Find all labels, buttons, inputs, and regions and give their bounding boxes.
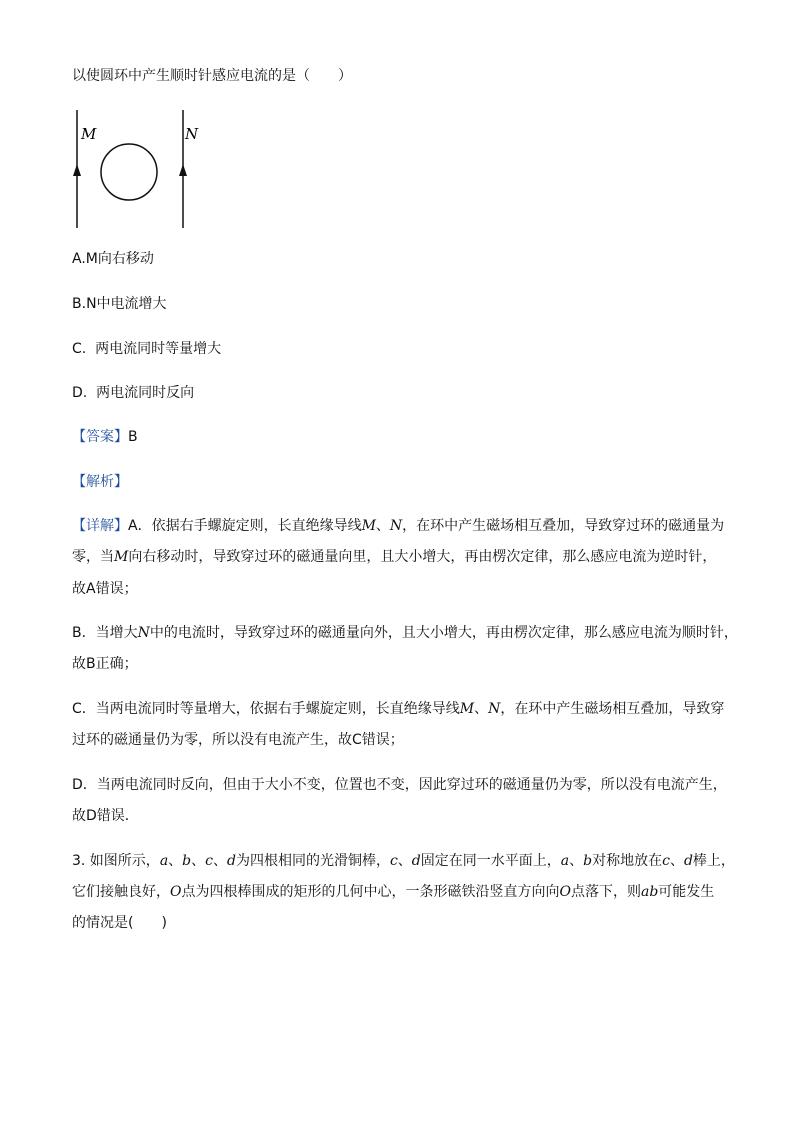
wire-n-arrow-icon: [179, 164, 187, 176]
text: 固定在同一水平面上，: [420, 853, 561, 869]
text: 、: [474, 701, 489, 717]
option-letter: B.: [72, 296, 87, 312]
text: A．依据右手螺旋定则，长直绝缘导线: [128, 518, 362, 534]
detail-b-line-1: [72, 623, 738, 643]
text: 、: [397, 853, 412, 869]
text: 的情况是( ): [72, 915, 167, 931]
var-o: O: [170, 884, 182, 900]
text: 棒上，: [692, 853, 735, 869]
answer-tag: 【答案】: [72, 429, 128, 445]
text: 3. 如图所示，: [72, 853, 160, 869]
var-o: O: [559, 884, 571, 900]
text: 故D错误．: [72, 808, 139, 824]
var-d: d: [411, 853, 421, 869]
circuit-figure: [66, 108, 206, 230]
var-b: b: [583, 853, 593, 869]
option-d: [72, 383, 194, 403]
text: 、: [569, 853, 584, 869]
detail-a-line-2: [72, 547, 716, 567]
text: B．当增大: [72, 625, 138, 641]
option-text: 两电流同时等量增大: [95, 341, 222, 357]
label-m: M: [81, 125, 97, 143]
option-b: [72, 294, 167, 314]
var-b: b: [182, 853, 192, 869]
text: 故A错误；: [72, 581, 138, 597]
option-text: 两电流同时反向: [96, 385, 195, 401]
var-ab: ab: [640, 884, 659, 900]
text: 零，当: [72, 549, 114, 565]
text: D．当两电流同时反向，但由于大小不变，位置也不变，因此穿过环的磁通量仍为零，所以没有电流产生，: [72, 777, 727, 793]
detail-tag: 【详解】: [72, 518, 128, 534]
text: 故B正确；: [72, 656, 138, 672]
text: 向右移动时，导致穿过环的磁通量向里，且大小增大，再由楞次定律，那么感应电流为逆时针，: [128, 549, 717, 565]
option-a: [72, 249, 154, 269]
text: 可能发生: [658, 884, 715, 900]
detail-d-line-2: [72, 806, 139, 826]
option-c: [72, 339, 221, 359]
answer-line: [72, 427, 138, 447]
var-c: c: [389, 853, 398, 869]
option-letter: C.: [72, 341, 87, 357]
text: ，在环中产生磁场相互叠加，导致穿过环的磁通量为: [402, 518, 725, 534]
analysis-tag: 【解析】: [72, 474, 128, 490]
text: 为四根相同的光滑铜棒，: [235, 853, 390, 869]
wire-m-arrow-icon: [73, 164, 81, 176]
var-a: a: [560, 853, 570, 869]
detail-c-line-1: [72, 699, 724, 719]
var-c: c: [205, 853, 213, 869]
text: 、: [191, 853, 206, 869]
var-n: N: [488, 701, 501, 717]
text: 过环的磁通量仍为零，所以没有电流产生，故C错误；: [72, 732, 404, 748]
answer-value: B: [128, 429, 138, 445]
wires-and-ring-diagram: [66, 108, 206, 230]
option-text: N中电流增大: [86, 296, 167, 312]
question-3-line-2: [72, 882, 714, 902]
var-d: d: [226, 853, 236, 869]
detail-d-line-1: [72, 775, 727, 795]
question-3-line-3: [72, 913, 167, 933]
detail-a-line-1: [72, 516, 724, 536]
option-text: M向右移动: [85, 251, 154, 267]
detail-a-line-3: [72, 579, 138, 599]
text: 、: [375, 518, 390, 534]
label-n: N: [185, 125, 199, 143]
text: 中的电流时，导致穿过环的磁通量向外，且大小增大，再由楞次定律，那么感应电流为顺时针，: [149, 625, 738, 641]
var-m: M: [114, 549, 129, 565]
detail-c-line-2: [72, 730, 404, 750]
text: 、: [669, 853, 684, 869]
option-letter: A.: [72, 251, 86, 267]
text: 、: [212, 853, 227, 869]
var-n: N: [389, 518, 403, 534]
text: ，在环中产生磁场相互叠加，导致穿: [500, 701, 725, 717]
detail-b-line-2: [72, 654, 138, 674]
ring: [101, 144, 157, 200]
var-m: M: [361, 518, 376, 534]
var-c: c: [662, 853, 670, 869]
analysis-line: [72, 472, 128, 492]
var-n: N: [137, 625, 150, 641]
text: C．当两电流同时等量增大，依据右手螺旋定则，长直绝缘导线: [72, 701, 460, 717]
question-3-line-1: [72, 851, 735, 871]
var-a: a: [159, 853, 169, 869]
question-intro: 以使圆环中产生顺时针感应电流的是（ ）: [72, 68, 352, 84]
text: 点为四根棒围成的矩形的几何中心，一条形磁铁沿竖直方向向: [181, 884, 560, 900]
text: 、: [168, 853, 183, 869]
option-letter: D.: [72, 385, 88, 401]
text: 对称地放在: [592, 853, 663, 869]
var-d: d: [683, 853, 693, 869]
var-m: M: [459, 701, 475, 717]
text: 它们接触良好，: [72, 884, 170, 900]
text: 点落下，则: [570, 884, 641, 900]
